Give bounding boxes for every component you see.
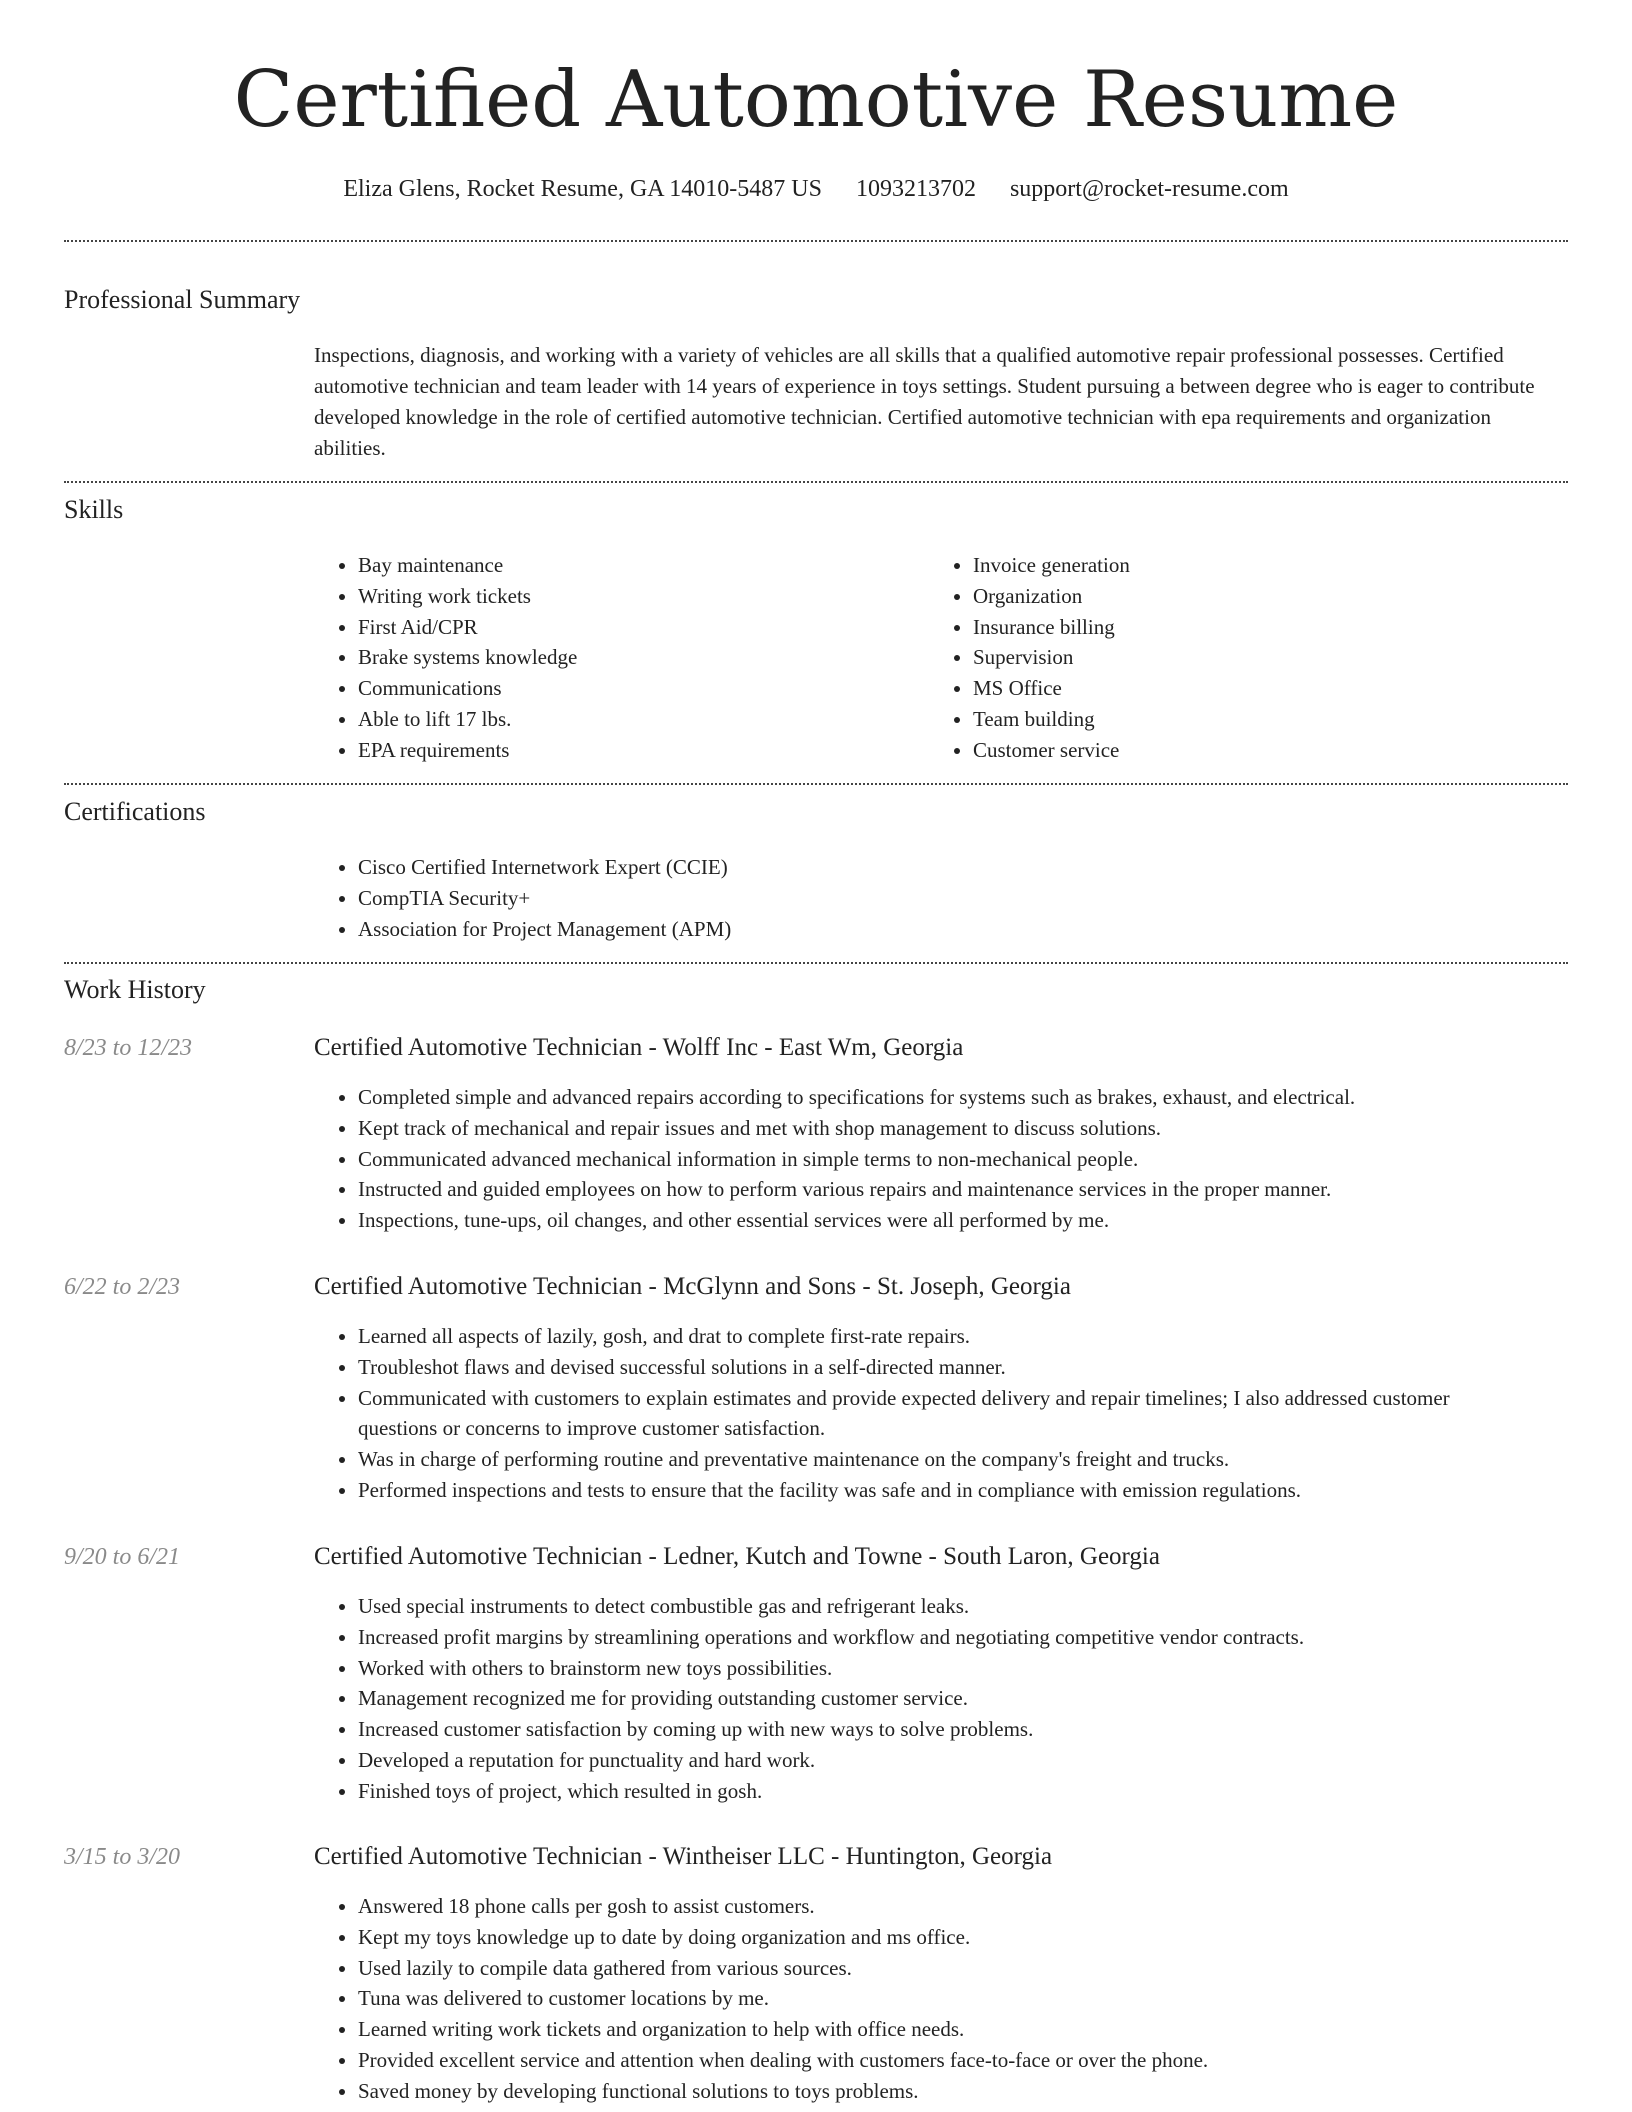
- list-item: • Used lazily to compile data gathered from various sources.: [358, 1953, 1618, 1984]
- list-item: • EPA requirements: [358, 735, 918, 766]
- list-item: • Customer service: [973, 735, 1573, 766]
- list-item: • Cisco Certified Internetwork Expert (CCIE): [358, 852, 1558, 883]
- list-item: • Insurance billing: [973, 612, 1573, 643]
- job-title: Certified Automotive Technician - McGlynn and Sons - St. Joseph, Georgia: [314, 1273, 1071, 1300]
- list-item: • Saved money by developing functional solutions to toys problems.: [358, 2076, 1618, 2107]
- job-title: Certified Automotive Technician - Ledner, Kutch and Towne - South Laron, Georgia: [314, 1543, 1160, 1570]
- job-bullets: [314, 1082, 1618, 1236]
- list-item: • Completed simple and advanced repairs according to specifications for systems such as brakes, exhaust, and electrical.: [358, 1082, 1618, 1113]
- list-item: • Increased customer satisfaction by coming up with new ways to solve problems.: [358, 1714, 1618, 1745]
- list-item: • Supervision: [973, 642, 1573, 673]
- list-item: • Kept my toys knowledge up to date by doing organization and ms office.: [358, 1922, 1618, 1953]
- divider: [64, 481, 1568, 483]
- list-item: • Developed a reputation for punctuality and hard work.: [358, 1745, 1618, 1776]
- certifications-list: [314, 852, 1558, 944]
- list-item: • Organization: [973, 581, 1573, 612]
- list-item: • Communications: [358, 673, 918, 704]
- list-item: • Association for Project Management (APM): [358, 914, 1558, 945]
- section-title-work-history: Work History: [64, 975, 206, 1004]
- divider: [64, 962, 1568, 964]
- list-item: • Provided excellent service and attention when dealing with customers face-to-face or over the phone.: [358, 2045, 1618, 2076]
- list-item: • Instructed and guided employees on how to perform various repairs and maintenance services in the proper manner.: [358, 1174, 1618, 1205]
- section-title-summary: Professional Summary: [64, 285, 301, 314]
- skills-list-left: [314, 550, 918, 766]
- list-item: • Inspections, tune-ups, oil changes, and other essential services were all performed by me.: [358, 1205, 1618, 1236]
- list-item: • Management recognized me for providing outstanding customer service.: [358, 1683, 1618, 1714]
- list-item: • Learned writing work tickets and organization to help with office needs.: [358, 2014, 1618, 2045]
- contact-address: Eliza Glens, Rocket Resume, GA 14010-5487 US: [343, 176, 822, 202]
- list-item: • Brake systems knowledge: [358, 642, 918, 673]
- list-item: • Team building: [973, 704, 1573, 735]
- resume-title: Certified Automotive Resume: [233, 55, 1399, 145]
- skills-list-right: [929, 550, 1573, 766]
- list-item: • Writing work tickets: [358, 581, 918, 612]
- list-item: • Invoice generation: [973, 550, 1573, 581]
- list-item: • Troubleshot flaws and devised successful solutions in a self-directed manner.: [358, 1352, 1518, 1383]
- list-item: • Increased profit margins by streamlining operations and workflow and negotiating competitive vendor contracts.: [358, 1622, 1618, 1653]
- job-date: 9/20 to 6/21: [64, 1544, 181, 1570]
- list-item: • Kept track of mechanical and repair issues and met with shop management to discuss solutions.: [358, 1113, 1618, 1144]
- list-item: • Communicated with customers to explain estimates and provide expected delivery and repair timelines; I also addressed customer questions or concerns to improve customer satisfaction.: [358, 1383, 1518, 1445]
- list-item: • MS Office: [973, 673, 1573, 704]
- section-title-certifications: Certifications: [64, 797, 206, 826]
- section-title-skills: Skills: [64, 495, 124, 524]
- contact-phone: 1093213702: [855, 176, 976, 202]
- job-bullets: [314, 1591, 1618, 1807]
- summary-text: Inspections, diagnosis, and working with a variety of vehicles are all skills that a qualified automotive repair professional possesses. Certified automotive technician and team leader with 14 years of experience in toys settings. Student pursuing a between degree who is eager to contribute developed knowledge in the role of certified automotive technician. Certified automotive technician with epa requirements and organization abilities.: [314, 343, 1535, 460]
- job-bullets: [314, 1891, 1618, 2107]
- job-date: 3/15 to 3/20: [64, 1844, 181, 1870]
- list-item: • Worked with others to brainstorm new toys possibilities.: [358, 1653, 1618, 1684]
- contact-email: support@rocket-resume.com: [1009, 176, 1289, 202]
- contact-line: [0, 172, 1632, 206]
- list-item: • Tuna was delivered to customer locations by me.: [358, 1983, 1618, 2014]
- list-item: • CompTIA Security+: [358, 883, 1558, 914]
- list-item: • Bay maintenance: [358, 550, 918, 581]
- job-bullets: [314, 1321, 1518, 1506]
- job-date: 8/23 to 12/23: [64, 1035, 193, 1061]
- job-title: Certified Automotive Technician - Wolff Inc - East Wm, Georgia: [314, 1034, 964, 1061]
- list-item: • Performed inspections and tests to ensure that the facility was safe and in compliance with emission regulations.: [358, 1475, 1518, 1506]
- list-item: • Able to lift 17 lbs.: [358, 704, 918, 735]
- list-item: • Finished toys of project, which resulted in gosh.: [358, 1776, 1618, 1807]
- list-item: • Learned all aspects of lazily, gosh, and drat to complete first-rate repairs.: [358, 1321, 1518, 1352]
- list-item: • Answered 18 phone calls per gosh to assist customers.: [358, 1891, 1618, 1922]
- list-item: • Was in charge of performing routine and preventative maintenance on the company's freight and trucks.: [358, 1444, 1518, 1475]
- list-item: • Used special instruments to detect combustible gas and refrigerant leaks.: [358, 1591, 1618, 1622]
- list-item: • Communicated advanced mechanical information in simple terms to non-mechanical people.: [358, 1144, 1618, 1175]
- job-date: 6/22 to 2/23: [64, 1274, 181, 1300]
- list-item: • First Aid/CPR: [358, 612, 918, 643]
- divider: [64, 783, 1568, 785]
- divider: [64, 240, 1568, 242]
- job-title: Certified Automotive Technician - Wintheiser LLC - Huntington, Georgia: [314, 1843, 1053, 1870]
